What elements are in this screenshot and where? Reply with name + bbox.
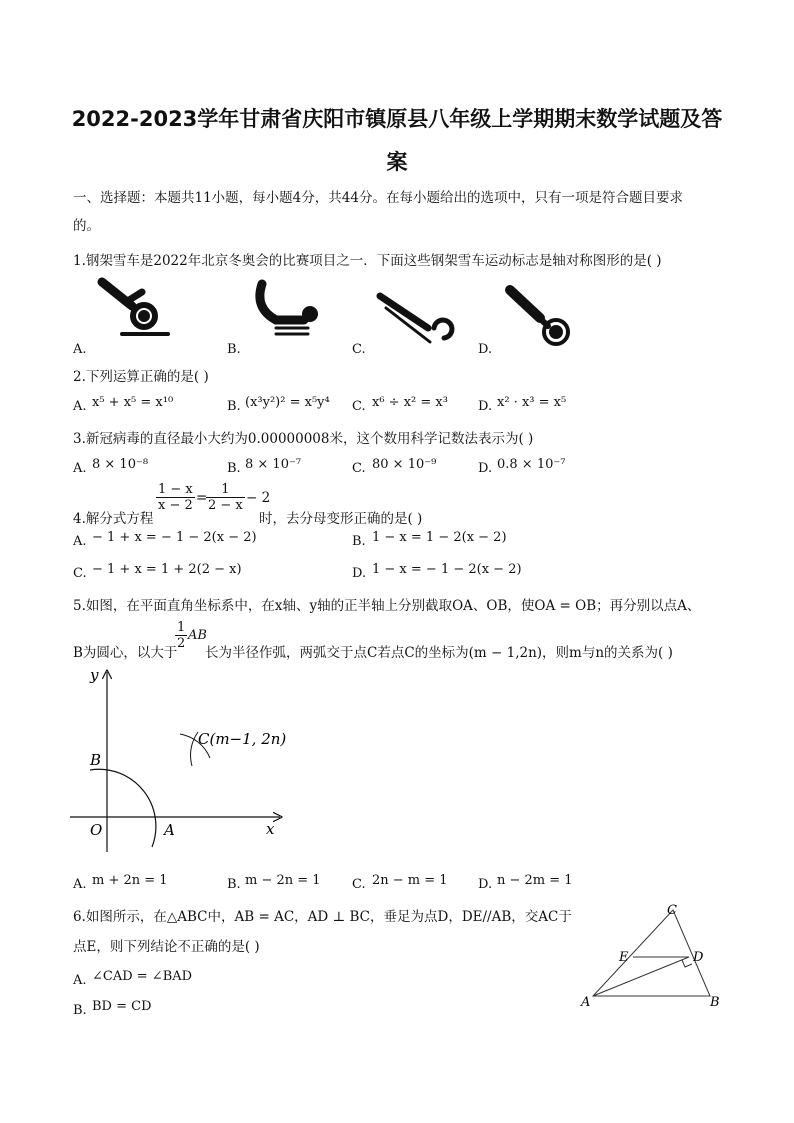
q5-option-d-expr: n − 2m = 1	[497, 873, 573, 888]
q6-label-c: C	[667, 903, 677, 918]
q3-option-d-label: D.	[478, 461, 493, 476]
q4-option-a-expr: − 1 + x = − 1 − 2(x − 2)	[92, 530, 257, 545]
q5-half-fraction	[175, 620, 187, 651]
question-5-text: 5.如图，在平面直角坐标系中，在x轴、y轴的正半轴上分别截取OA、OB，使OA = OB；再分别以点A、	[73, 598, 701, 614]
q1-option-d-label: D.	[478, 342, 493, 357]
q2-option-a-label: A.	[73, 399, 87, 414]
q2-option-d-expr: x² · x³ = x⁵	[497, 395, 567, 410]
q1-option-b-label: B.	[227, 342, 241, 357]
q5-option-a-expr: m + 2n = 1	[92, 873, 168, 888]
q5-arc-small-2	[191, 732, 198, 766]
section-header: 一、选择题：本题共11小题，每小题4分，共44分。在每小题给出的选项中，只有一项是符合题目要求	[73, 190, 683, 206]
q4-option-b-expr: 1 − x = 1 − 2(x − 2)	[372, 530, 507, 545]
q4-option-d-label: D.	[352, 566, 367, 581]
q3-option-b-label: B.	[227, 461, 241, 476]
q3-option-d-expr: 0.8 × 10⁻⁷	[497, 457, 566, 472]
q4-frac2-numerator: 1	[206, 482, 245, 498]
q6-label-a: A	[581, 995, 591, 1010]
page-title: 2022-2023学年甘肃省庆阳市镇原县八年级上学期期末数学试题及答	[71, 107, 723, 131]
question-5-text-cont-b: 长为半径作弧，两弧交于点C若点C的坐标为(m − 1,2n)，则m与n的关系为( )	[205, 645, 673, 661]
q5-coordinate-figure	[60, 662, 290, 862]
skeleton-logo-d-icon	[500, 284, 580, 352]
q4-option-a-label: A.	[73, 534, 87, 549]
q4-option-c-label: C.	[73, 566, 87, 581]
q3-option-b-expr: 8 × 10⁻⁷	[245, 457, 302, 472]
q3-option-c-label: C.	[352, 461, 366, 476]
q3-option-a-label: A.	[73, 461, 87, 476]
q3-option-a-expr: 8 × 10⁻⁸	[92, 457, 149, 472]
skeleton-logo-c-icon	[372, 288, 456, 352]
q4-fraction-right	[206, 482, 245, 513]
question-2-text: 2.下列运算正确的是( )	[73, 369, 209, 385]
q2-option-a-expr: x⁵ + x⁵ = x¹⁰	[92, 395, 174, 410]
q2-option-c-expr: x⁶ ÷ x² = x³	[372, 395, 448, 410]
q6-segment-ad	[593, 957, 689, 996]
q4-frac1-denominator: x − 2	[158, 498, 193, 513]
q4-option-c-expr: − 1 + x = 1 + 2(2 − x)	[92, 562, 242, 577]
q4-fraction-left	[156, 482, 195, 513]
q2-option-c-label: C.	[352, 399, 366, 414]
q5-label-y: y	[90, 666, 99, 684]
q6-option-a-label: A.	[73, 973, 87, 988]
q3-option-c-expr: 80 × 10⁻⁹	[372, 457, 437, 472]
q6-option-a-expr: ∠CAD = ∠BAD	[92, 969, 193, 984]
q5-option-b-expr: m − 2n = 1	[245, 873, 321, 888]
q5-half-numerator: 1	[177, 620, 186, 635]
page-title-cont: 案	[386, 150, 408, 174]
q4-minus-two: − 2	[246, 490, 271, 506]
q5-label-x: x	[266, 820, 275, 838]
q5-option-c-label: C.	[352, 877, 366, 892]
q1-option-a-label: A.	[73, 342, 87, 357]
q6-option-b-expr: BD = CD	[92, 999, 152, 1014]
q5-half-ab: AB	[188, 628, 207, 643]
question-3-text: 3.新冠病毒的直径最小大约为0.00000008米，这个数用科学记数法表示为( )	[73, 431, 534, 447]
question-6-text: 6.如图所示，在△ABC中，AB = AC，AD ⊥ BC，垂足为点D，DE//AB，交AC于	[73, 909, 572, 925]
skeleton-logo-a-icon	[92, 276, 182, 352]
q5-half-denominator: 2	[177, 636, 186, 651]
question-5-text-cont-a: B为圆心，以大于	[73, 645, 178, 661]
q6-option-b-label: B.	[73, 1003, 87, 1018]
q4-option-b-label: B.	[352, 534, 366, 549]
q4-option-d-expr: 1 − x = − 1 − 2(x − 2)	[372, 562, 522, 577]
q6-triangle-figure	[578, 900, 728, 1015]
section-header-cont: 的。	[73, 218, 100, 234]
q4-frac2-denominator: 2 − x	[208, 498, 243, 513]
q6-right-angle-mark	[682, 960, 692, 967]
q5-option-d-label: D.	[478, 877, 493, 892]
q2-option-b-label: B.	[227, 399, 241, 414]
skeleton-logo-b-icon	[246, 278, 326, 352]
question-4-suffix: 时，去分母变形正确的是( )	[259, 511, 423, 527]
q5-label-c: C(m−1, 2n)	[198, 730, 287, 748]
q2-option-b-expr: (x³y²)² = x⁵y⁴	[245, 395, 330, 410]
q2-option-d-label: D.	[478, 399, 493, 414]
q5-option-b-label: B.	[227, 877, 241, 892]
q5-option-c-expr: 2n − m = 1	[372, 873, 448, 888]
question-6-text-cont: 点E，则下列结论不正确的是( )	[73, 939, 260, 955]
q5-label-b: B	[90, 751, 102, 769]
question-1-text: 1.钢架雪车是2022年北京冬奥会的比赛项目之一．下面这些钢架雪车运动标志是轴对称图形的是( )	[73, 253, 662, 269]
q6-label-e: E	[619, 950, 629, 965]
q1-option-c-label: C.	[352, 342, 366, 357]
q4-frac1-numerator: 1 − x	[158, 482, 193, 497]
q6-label-b: B	[710, 995, 720, 1010]
q5-label-o: O	[90, 821, 103, 839]
q4-equals: =	[196, 490, 208, 506]
q6-label-d: D	[693, 950, 704, 965]
q5-option-a-label: A.	[73, 877, 87, 892]
q5-label-a: A	[164, 821, 175, 839]
question-4-prefix: 4.解分式方程	[73, 511, 154, 527]
